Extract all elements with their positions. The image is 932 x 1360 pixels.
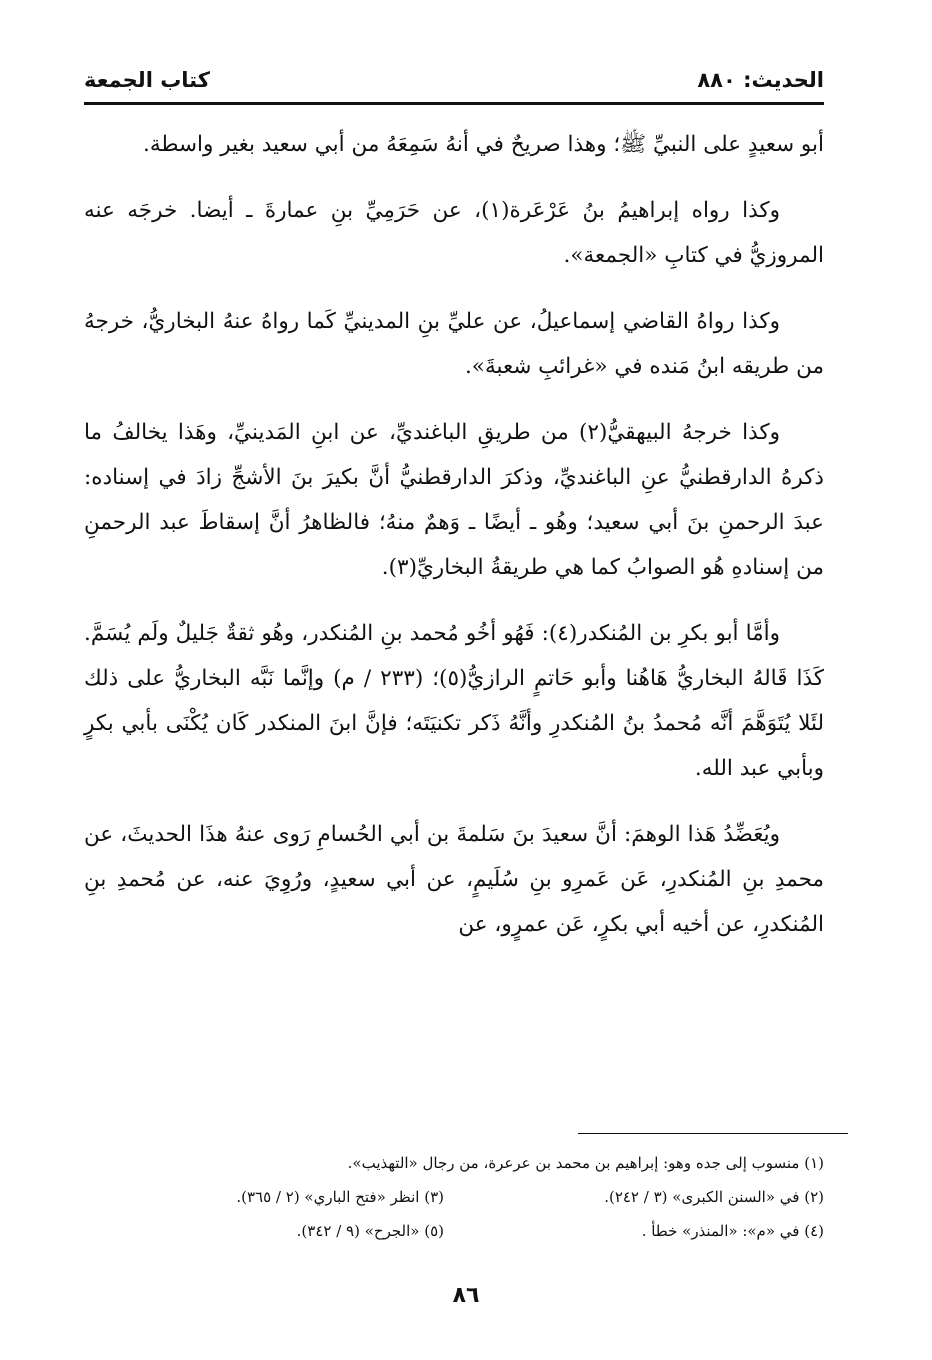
footnote-line (84, 1180, 824, 1214)
paragraph: وكذا خرجهُ البيهقيُّ(٢) من طريقِ الباغنديِّ، عن ابنِ المَدينيِّ، وهَذا يخالفُ ما ذكرهُ الدارقطنيُّ عنِ الباغنديِّ، وذكرَ الدارقطنيُّ أنَّ بكيرَ بنَ الأشجِّ زادَ في إسناده: عبدَ الرحمنِ بنَ أبي سعيد؛ وهُو ـ أيضًا ـ وَهمٌ منهُ؛ فالظاهرُ أنَّ إسقاطَ عبد الرحمنِ من إسنادهِ هُو الصوابُ كما هي طريقةُ البخاريِّ(٣). (84, 420, 824, 580)
book-title: كتاب الجمعة (84, 68, 210, 92)
paragraph: ويُعَضِّدُ هَذا الوهمَ: أنَّ سعيدَ بنَ سَلمةَ بن أبي الحُسامِ رَوى عنهُ هذَا الحديثَ، عن محمدِ بنِ المُنكدرِ، عَن عَمرِو بنِ سُلَيمٍ، عن أبي سعيدٍ، ورُوِيَ عنه، عن مُحمدِ بنِ المُنكدرِ، عن أخيه أبي بكرٍ، عَن عمرٍو، عن (84, 822, 824, 937)
footnote-3: (٣) انظر «فتح الباري» (٢ / ٣٦٥). (236, 1188, 444, 1206)
footnotes (84, 1146, 824, 1248)
footnote-line (84, 1146, 824, 1180)
running-header (84, 66, 824, 105)
paragraph: وكذا رواهُ القاضي إسماعيلُ، عن عليِّ بنِ المدينيِّ كَما رواهُ عنهُ البخاريُّ، خرجهُ من طريقه ابنُ مَنده في «غرائبِ شعبةَ». (84, 309, 824, 379)
footnote-5: (٥) «الجرح» (٩ / ٣٤٢). (296, 1222, 444, 1240)
paragraph: أبو سعيدٍ على النبيِّ ﷺ؛ وهذا صريحٌ في أنهُ سَمِعَهُ من أبي سعيد بغير واسطة. (143, 132, 824, 157)
hadith-number: الحديث: ٨٨٠ (697, 68, 824, 92)
paragraph: وأمَّا أبو بكرِ بن المُنكدر(٤): فَهُو أخُو مُحمد بنِ المُنكدر، وهُو ثقةٌ جَليلٌ ولَم يُسَمَّ. كَذَا قَالهُ البخاريُّ هَاهُنا وأبو حَاتمٍ الرازيُّ(٥)؛ (٢٣٣ / م) وإنَّما نَبَّه البخاريُّ على ذلك لئَلا يُتَوَهَّمَ أنَّه مُحمدُ بنُ المُنكدرِ وأنَّهُ ذَكر تكنيَتَه؛ فإنَّ ابنَ المنكدر كَان يُكْنَى بأبي بكرٍ وبأبي عبد الله. (84, 621, 824, 781)
main-text (84, 122, 824, 968)
footnote-line (84, 1214, 824, 1248)
footnote-2: (٢) في «السنن الكبرى» (٣ / ٢٤٢). (604, 1188, 824, 1206)
footnote-divider (578, 1133, 848, 1134)
page-number: ٨٦ (452, 1283, 480, 1308)
footnote-4: (٤) في «م»: «المنذر» خطأ . (641, 1222, 824, 1240)
footnote-1: (١) منسوب إلى جده وهو: إبراهيم بن محمد بن عرعرة، من رجال «التهذيب». (347, 1154, 824, 1172)
paragraph: وكذا رواه إبراهيمُ بنُ عَرْعَرة(١)، عن حَرَمِيِّ بنِ عمارةَ ـ أيضا. خرجَه عنه المروزيُّ في كتابِ «الجمعة». (84, 198, 824, 268)
